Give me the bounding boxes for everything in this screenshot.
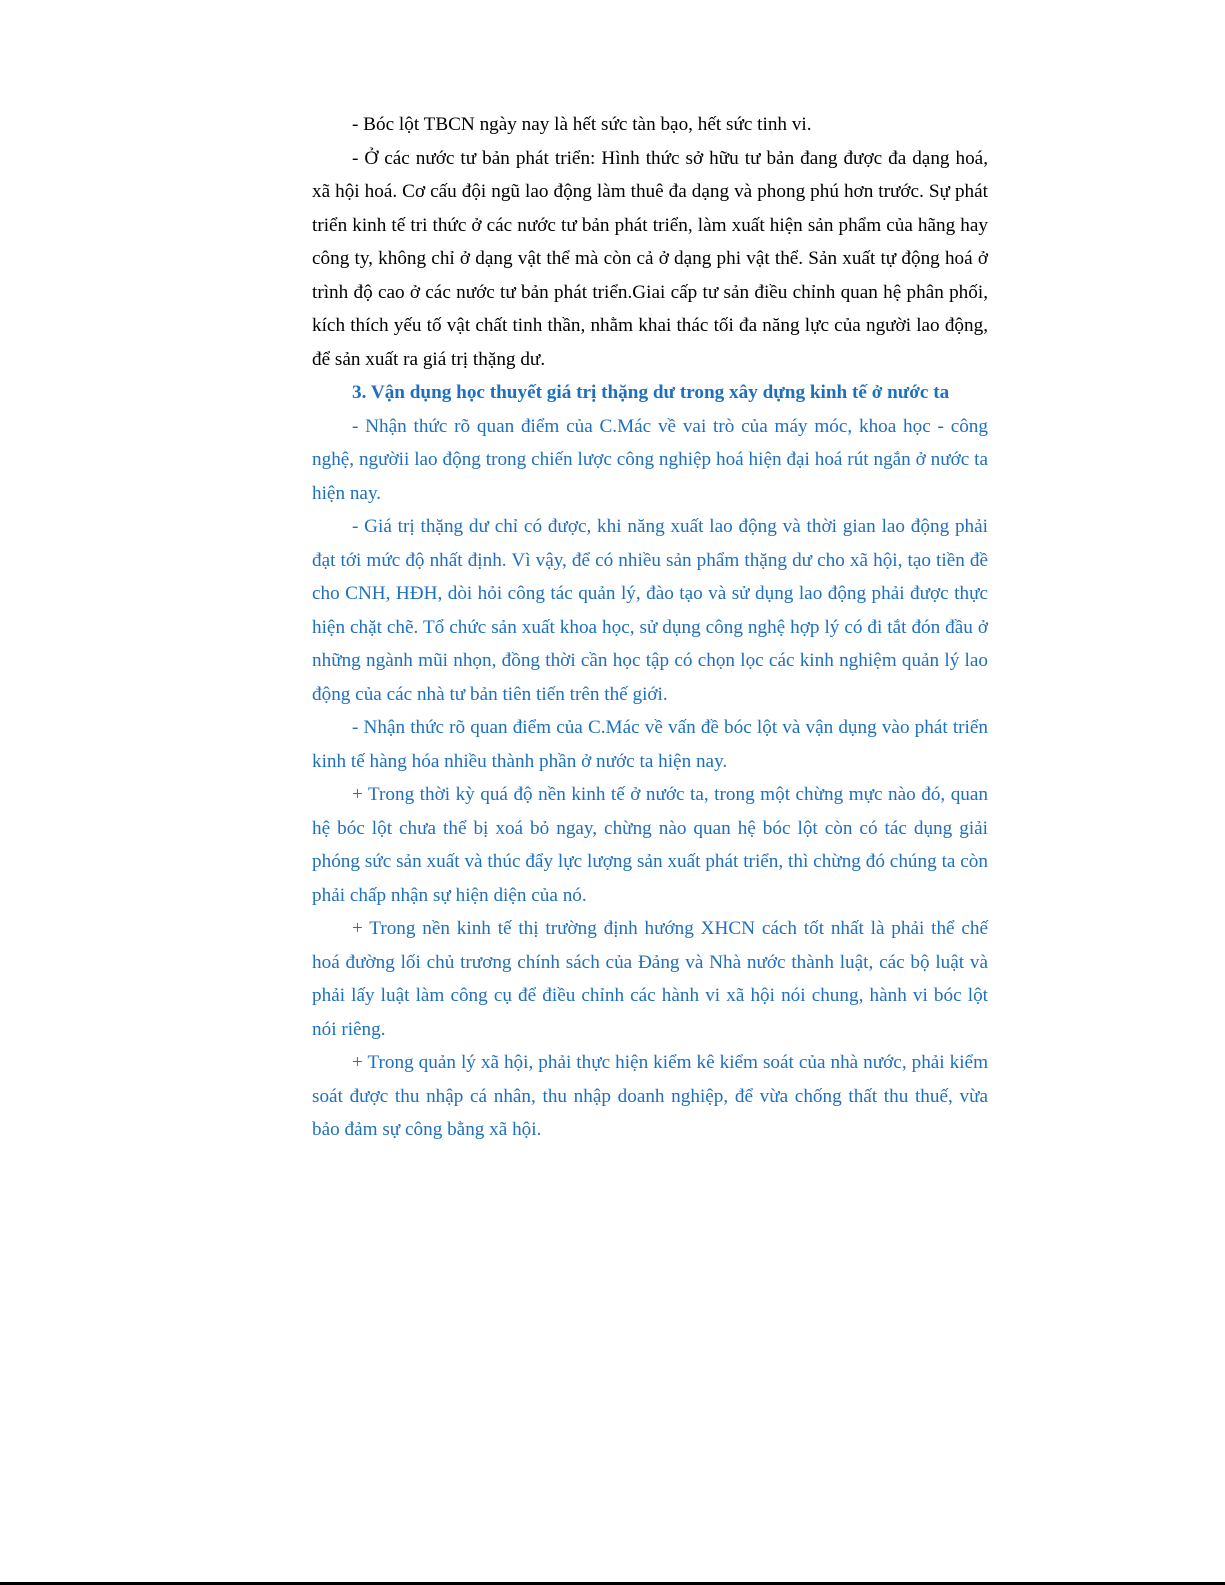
- paragraph-role-of-technology: - Nhận thức rõ quan điểm của C.Mác về vai trò của máy móc, khoa học - công nghệ, ngườii lao động trong chiến lược công nghiệp hoá hiện đại hoá rút ngắn ở nước ta hiện nay.: [312, 415, 988, 504]
- paragraph-exploitation-awareness: - Nhận thức rõ quan điểm của C.Mác về vấn đề bóc lột và vận dụng vào phát triển kinh tế hàng hóa nhiều thành phần ở nước ta hiện nay.: [312, 717, 988, 772]
- paragraph-surplus-value-productivity: - Giá trị thặng dư chỉ có được, khi năng xuất lao động và thời gian lao động phải đạt tới mức độ nhất định. Vì vậy, để có nhiều sản phẩm thặng dư cho xã hội, tạo tiền đề cho CNH, HĐH, dòi hỏi công tác quản lý, đào tạo và sử dụng lao động phải được thực hiện chặt chẽ. Tổ chức sản xuất khoa học, sử dụng công nghệ hợp lý có đi tắt đón đầu ở những ngành mũi nhọn, đồng thời cần học tập có chọn lọc các kinh nghiệm quản lý lao động của các nhà tư bản tiên tiến trên thế giới.: [312, 516, 988, 705]
- paragraph-transition-period: + Trong thời kỳ quá độ nền kinh tế ở nước ta, trong một chừng mực nào đó, quan hệ bóc lột chưa thể bị xoá bỏ ngay, chừng nào quan hệ bóc lột còn có tác dụng giải phóng sức sản xuất và thúc đẩy lực lượng sản xuất phát triển, thì chừng đó chúng ta còn phải chấp nhận sự hiện diện của nó.: [312, 784, 988, 906]
- paragraph-exploitation-intro: - Bóc lột TBCN ngày nay là hết sức tàn bạo, hết sức tinh vi.: [352, 114, 812, 135]
- paragraph-market-economy-law: + Trong nền kinh tế thị trường định hướng XHCN cách tốt nhất là phải thể chế hoá đường lối chủ trương chính sách của Đảng và Nhà nước thành luật, các bộ luật và phải lấy luật làm công cụ để điều chỉnh các hành vi xã hội nói chung, hành vi bóc lột nói riêng.: [312, 918, 988, 1040]
- paragraph-developed-capitalist-countries: - Ở các nước tư bản phát triển: Hình thức sở hữu tư bản đang được đa dạng hoá, xã hội hoá. Cơ cấu đội ngũ lao động làm thuê đa dạng và phong phú hơn trước. Sự phát triển kinh tế tri thức ở các nước tư bản phát triển, làm xuất hiện sản phẩm của hãng hay công ty, không chỉ ở dạng vật thể mà còn cả ở dạng phi vật thể. Sản xuất tự động hoá ở trình độ cao ở các nước tư bản phát triển.Giai cấp tư sản điều chỉnh quan hệ phân phối, kích thích yếu tố vật chất tinh thần, nhằm khai thác tối đa năng lực của người lao động, để sản xuất ra giá trị thặng dư.: [312, 147, 988, 370]
- page-body: [312, 108, 988, 1147]
- section-heading: 3. Vận dụng học thuyết giá trị thặng dư trong xây dựng kinh tế ở nước ta: [352, 382, 950, 403]
- paragraph-social-management: + Trong quản lý xã hội, phải thực hiện kiểm kê kiểm soát của nhà nước, phải kiểm soát được thu nhập cá nhân, thu nhập doanh nghiệp, để vừa chống thất thu thuế, vừa bảo đảm sự công bằng xã hội.: [312, 1052, 988, 1140]
